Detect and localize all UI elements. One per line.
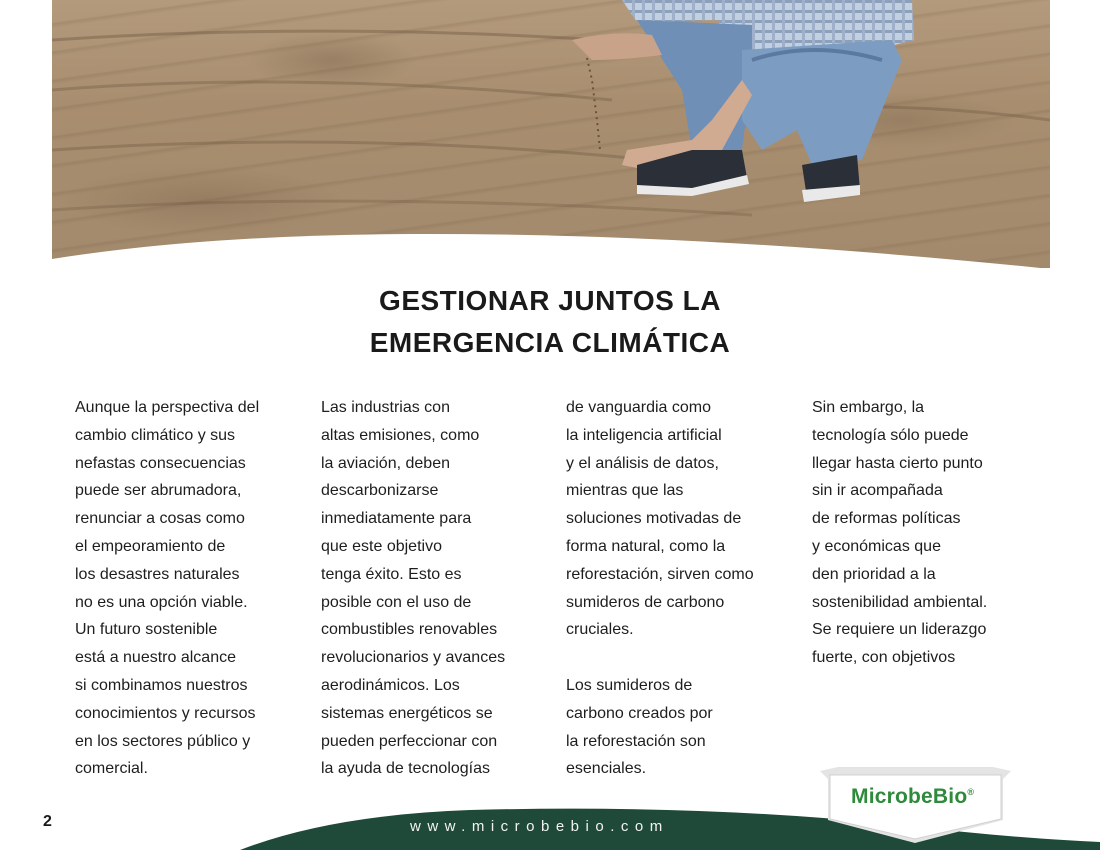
logo-text: [851, 785, 974, 809]
body-text-line: la aviación, deben: [321, 454, 450, 472]
hero-wave-divider: [52, 229, 1050, 268]
body-text-line: Los sumideros de: [566, 676, 693, 694]
body-text-line: que este objetivo: [321, 537, 442, 555]
body-text-line: está a nuestro alcance: [75, 649, 236, 667]
body-text-line: Las industrias con: [321, 399, 450, 416]
body-text-line: tecnología sólo puede: [812, 426, 969, 444]
body-text-line: revolucionarios y avances: [321, 649, 506, 667]
body-text-line: descarbonizarse: [321, 482, 439, 500]
body-text-line: de reformas políticas: [812, 510, 961, 528]
body-text-line: carbono creados por: [566, 704, 713, 722]
body-text-line: altas emisiones, como: [321, 426, 480, 444]
text-column-1: [75, 394, 305, 783]
body-text-line: den prioridad a la: [812, 565, 936, 583]
logo-registered-mark: ®: [967, 787, 975, 797]
body-text-line: conocimientos y recursos: [75, 704, 256, 722]
body-text-line: de vanguardia como: [566, 399, 711, 416]
body-text-line: mientras que las: [566, 482, 684, 500]
body-text-line: fuerte, con objetivos: [812, 649, 956, 667]
body-text-line: forma natural, como la: [566, 537, 726, 555]
body-text-line: soluciones motivadas de: [566, 510, 742, 528]
text-column-2: [321, 394, 551, 783]
body-text-line: la reforestación son: [566, 732, 706, 750]
body-text-line: y el análisis de datos,: [566, 454, 719, 472]
body-text-line: la ayuda de tecnologías: [321, 760, 491, 778]
body-text-line: Sin embargo, la: [812, 399, 925, 416]
body-text-line: sin ir acompañada: [812, 482, 943, 500]
body-text-line: llegar hasta cierto punto: [812, 454, 983, 472]
body-text-line: en los sectores público y: [75, 732, 251, 750]
body-text-line: sistemas energéticos se: [321, 704, 493, 722]
logo-name: MicrobeBio: [851, 785, 968, 808]
text-column-3: [566, 394, 796, 783]
person-crouching-image: [52, 0, 1050, 268]
website-url[interactable]: www.microbebio.com: [410, 818, 669, 835]
body-text-line: y económicas que: [812, 537, 941, 555]
body-text-line: la inteligencia artificial: [566, 426, 722, 444]
page-title: [0, 280, 1100, 364]
body-text-line: pueden perfeccionar con: [321, 732, 498, 750]
body-text-line: puede ser abrumadora,: [75, 482, 242, 500]
body-text-line: reforestación, sirven como: [566, 565, 754, 583]
page-number: 2: [43, 813, 52, 830]
body-text-line: combustibles renovables: [321, 621, 498, 639]
body-text-line: si combinamos nuestros: [75, 676, 248, 694]
body-text-line: comercial.: [75, 760, 148, 778]
body-text-line: esenciales.: [566, 760, 647, 778]
body-text-line: Aunque la perspectiva del: [75, 399, 260, 416]
body-text-line: sumideros de carbono: [566, 593, 725, 611]
body-text-line: los desastres naturales: [75, 565, 240, 583]
body-text-line: cruciales.: [566, 621, 634, 639]
body-text-line: tenga éxito. Esto es: [321, 565, 462, 583]
hero-photo: [52, 0, 1050, 268]
body-text-line: el empeoramiento de: [75, 537, 226, 555]
paragraph-gap: [566, 644, 796, 672]
body-text-line: sostenibilidad ambiental.: [812, 593, 988, 611]
body-text-line: renunciar a cosas como: [75, 510, 245, 528]
body-text-line: nefastas consecuencias: [75, 454, 246, 472]
text-column-4: [812, 394, 1042, 672]
body-text-line: Un futuro sostenible: [75, 621, 218, 639]
title-line-1: GESTIONAR JUNTOS LA: [379, 285, 721, 316]
body-text-line: inmediatamente para: [321, 510, 472, 528]
body-text-line: aerodinámicos. Los: [321, 676, 460, 694]
body-text-line: posible con el uso de: [321, 593, 472, 611]
title-line-2: EMERGENCIA CLIMÁTICA: [369, 327, 731, 358]
body-text-line: no es una opción viable.: [75, 593, 248, 611]
body-text-line: cambio climático y sus: [75, 426, 236, 444]
body-text-line: Se requiere un liderazgo: [812, 621, 987, 639]
